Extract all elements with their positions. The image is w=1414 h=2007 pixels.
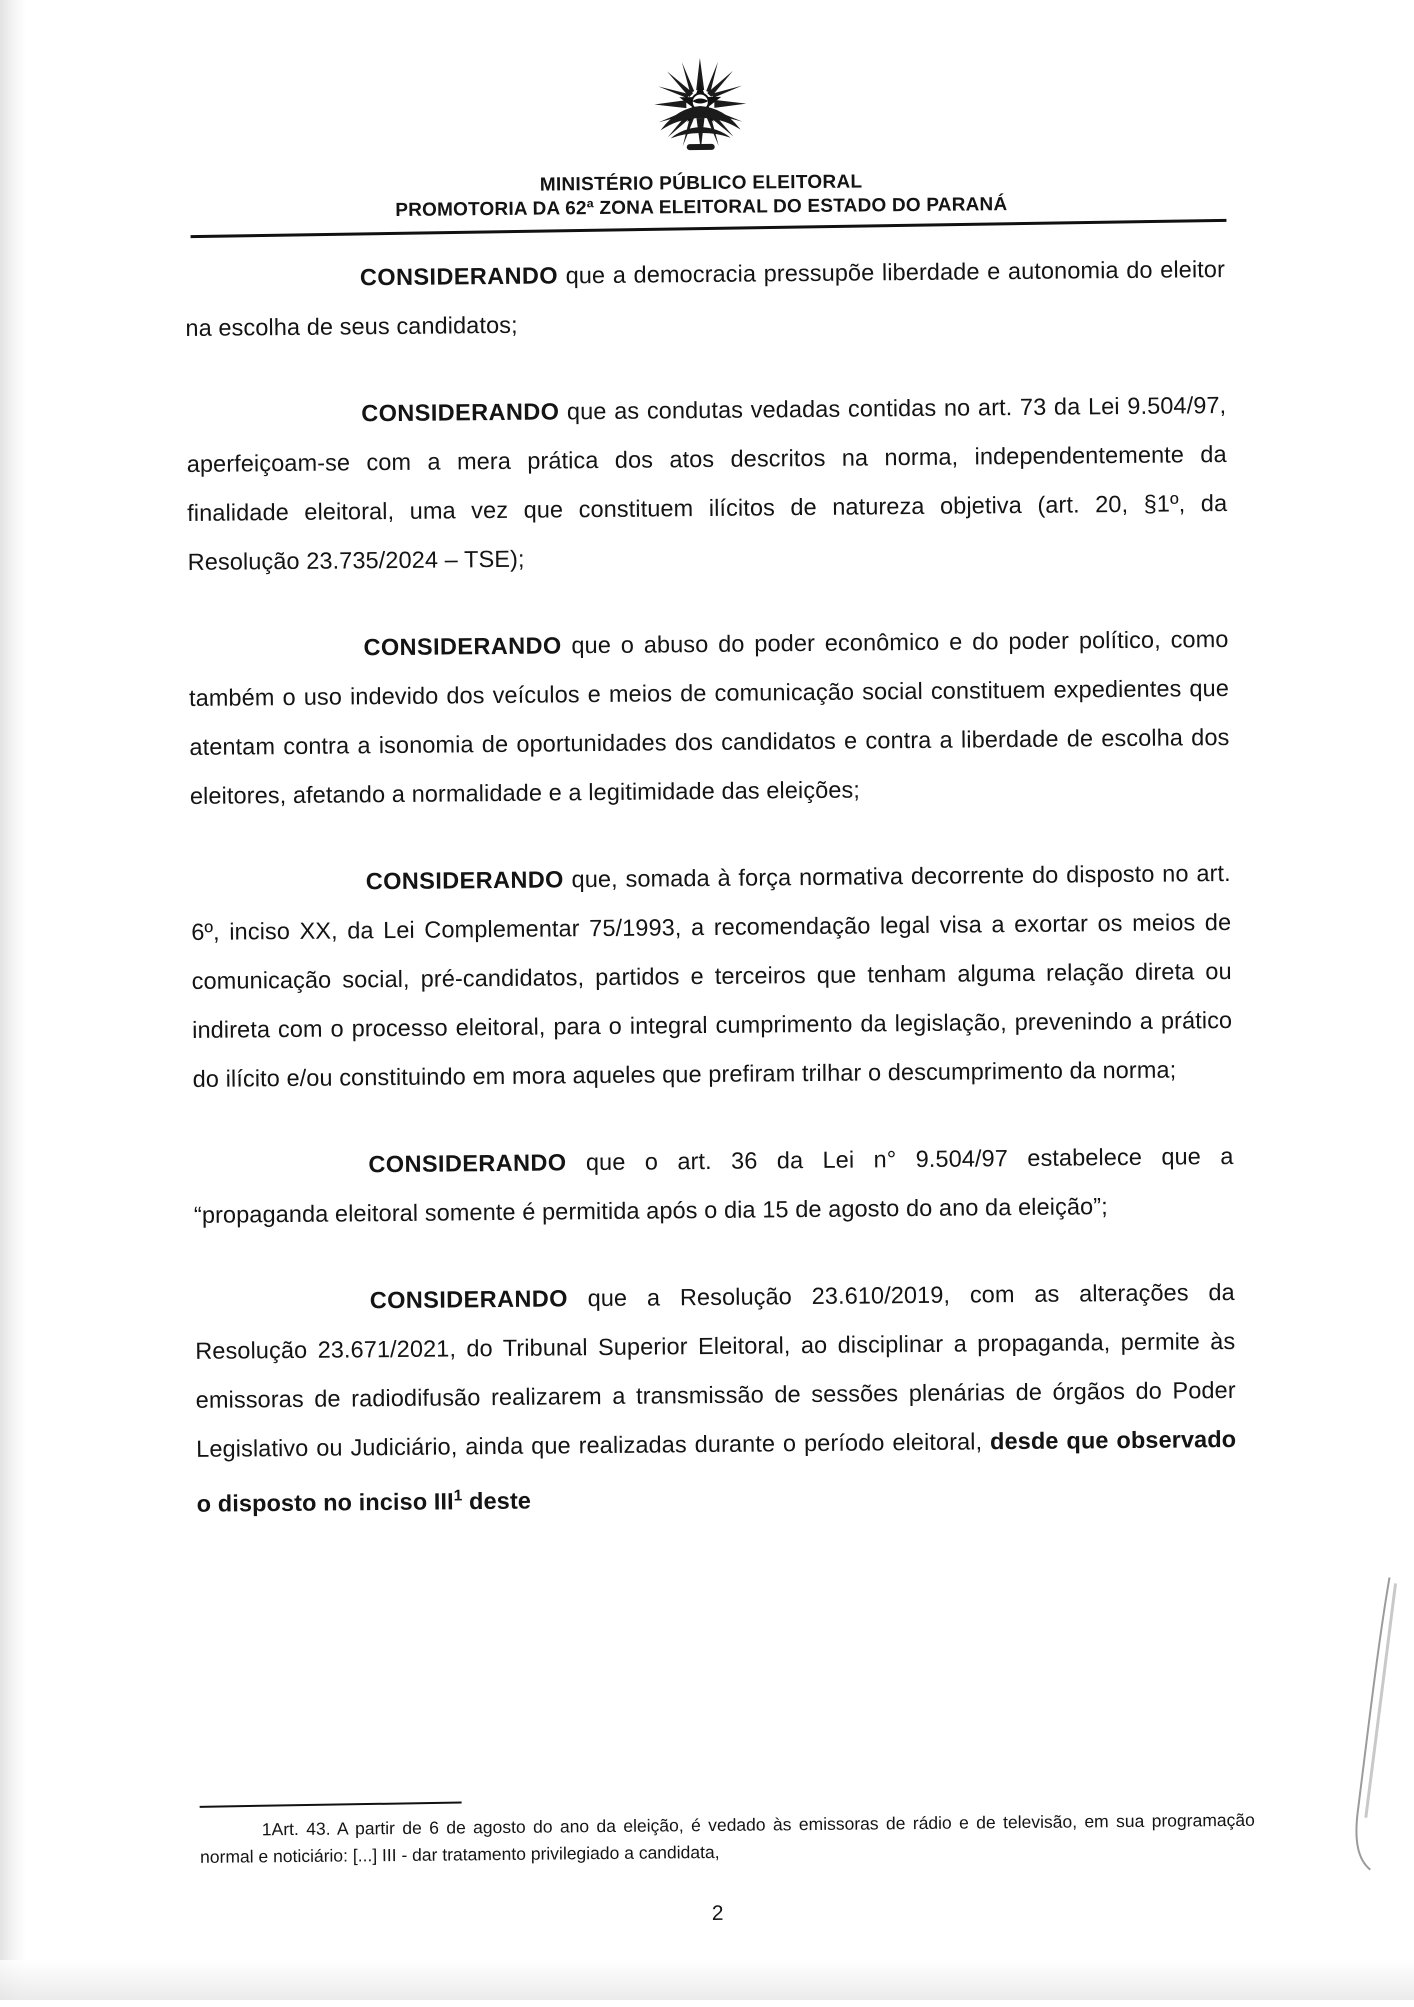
paragraph-text: que o abuso do poder econômico e do poder político, como também o uso indevido dos veículos e meios de comunicação social constituem expedientes que atentam contra a isonomia de oportunidades dos candidatos e contra a liberdade de escolha dos eleitores, afetando a normalidade e a legitimidade das eleições; — [188, 625, 1230, 809]
brazil-coat-of-arms-icon — [640, 51, 761, 172]
scan-edge-bottom — [0, 1960, 1414, 2000]
header-institution: MINISTÉRIO PÚBLICO ELEITORAL — [539, 171, 863, 196]
considerando-keyword: CONSIDERANDO — [363, 632, 562, 661]
paragraph-emphasis: desde que observado o disposto no inciso III — [196, 1425, 1237, 1517]
paragraph-text: que, somada à força normativa decorrente do disposto no art. 6º, inciso XX, da Lei Complementar 75/1993, a recomendação legal visa a exortar os meios de comunicação social, pré-candidatos, partidos e terceiros que tenham alguma relação direta ou indireta com o processo eleitoral, para o integral cumprimento da legislação, prevenindo a prático do ilícito e/ou constituindo em mora aqueles que prefiram trilhar o descumprimento da norma; — [191, 859, 1233, 1092]
paragraph-6 — [195, 1268, 1237, 1529]
paragraph-text: que a democracia pressupõe liberdade e autonomia do eleitor na escolha de seus candidatos; — [185, 256, 1226, 341]
footnote-text: 1Art. 43. A partir de 6 de agosto do ano da eleição, é vedado às emissoras de rádio e de televisão, em sua programação normal e noticiário: [...] III - dar tratamento privilegiado a candidata, — [200, 1809, 1255, 1867]
paragraph-text: que as condutas vedadas contidas no art. 73 da Lei 9.504/97, aperfeiçoam-se com a mera prática dos atos descritos na norma, independentemente da finalidade eleitoral, uma vez que constituem ilícitos de natureza objetiva (art. 20, §1º, da Resolução 23.735/2024 – TSE); — [186, 391, 1228, 575]
page-number: 2 — [711, 1901, 724, 1926]
considerando-keyword: CONSIDERANDO — [361, 398, 560, 427]
footnote-marker: 1 — [453, 1487, 463, 1505]
paragraph-1 — [185, 245, 1226, 353]
considerando-keyword: CONSIDERANDO — [369, 1285, 568, 1314]
considerando-keyword: CONSIDERANDO — [359, 262, 559, 291]
header-office: PROMOTORIA DA 62ª ZONA ELEITORAL DO ESTADO DO PARANÁ — [395, 194, 1008, 221]
document-body — [185, 245, 1237, 1529]
paragraph-text: que o art. 36 da Lei n° 9.504/97 estabelece que a “propaganda eleitoral somente é permitida após o dia 15 de agosto do ano da eleição”; — [193, 1142, 1234, 1228]
footnote-divider — [200, 1801, 462, 1807]
document-header — [0, 165, 1408, 227]
paragraph-4 — [191, 849, 1233, 1104]
scan-edge-left — [0, 0, 26, 2000]
paragraph-text: que a Resolução 23.610/2019, com as alterações da Resolução 23.671/2021, do Tribunal Superior Eleitoral, ao disciplinar a propaganda, permite às emissoras de radiodifusão realizarem a transmissão de sessões plenárias de órgãos do Poder Legislativo ou Judiciário, ainda que realizadas durante o período eleitoral, — [195, 1278, 1236, 1462]
considerando-keyword: CONSIDERANDO — [368, 1149, 567, 1178]
paragraph-5 — [193, 1132, 1234, 1240]
paragraph-2 — [186, 381, 1228, 587]
scan-curl-artifact — [1333, 1573, 1406, 1874]
paragraph-emphasis-end: deste — [462, 1487, 532, 1515]
considerando-keyword: CONSIDERANDO — [365, 866, 564, 895]
paragraph-3 — [188, 615, 1230, 821]
